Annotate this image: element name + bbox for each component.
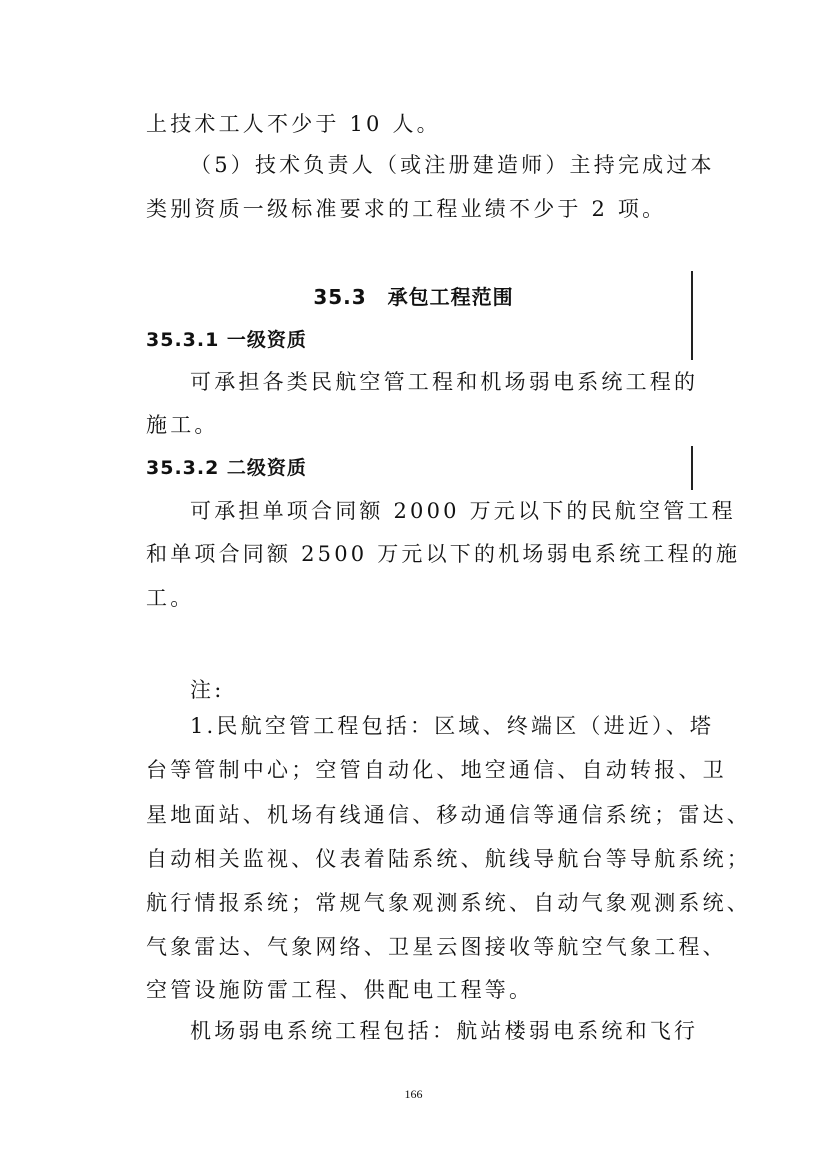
paragraph-line: 类别资质一级标准要求的工程业绩不少于 2 项。 [146, 197, 667, 221]
note-line: 空管设施防雷工程、供配电工程等。 [146, 978, 534, 1002]
subsection-heading: 35.3.2 二级资质 [146, 457, 307, 479]
paragraph-line: 和单项合同额 2500 万元以下的机场弱电系统工程的施 [146, 542, 741, 566]
paragraph-line: 可承担单项合同额 2000 万元以下的民航空管工程 [190, 499, 736, 523]
note-label: 注: [190, 678, 225, 702]
paragraph-line: 施工。 [146, 413, 219, 437]
note-line: 自动相关监视、仪表着陆系统、航线导航台等导航系统； [146, 847, 751, 871]
paragraph-line: 工。 [146, 586, 195, 610]
note-line: 机场弱电系统工程包括：航站楼弱电系统和飞行 [190, 1019, 699, 1043]
note-line: 1.民航空管工程包括：区域、终端区（进近）、塔 [190, 714, 715, 738]
paragraph-line: 可承担各类民航空管工程和机场弱电系统工程的 [190, 370, 699, 394]
note-line: 航行情报系统；常规气象观测系统、自动气象观测系统、 [146, 891, 751, 915]
note-line: 气象雷达、气象网络、卫星云图接收等航空气象工程、 [146, 935, 727, 959]
paragraph-line: 上技术工人不少于 10 人。 [146, 112, 441, 136]
margin-change-bar [691, 271, 693, 360]
margin-change-bar [691, 446, 693, 490]
note-line: 星地面站、机场有线通信、移动通信等通信系统；雷达、 [146, 803, 751, 827]
note-line: 台等管制中心；空管自动化、地空通信、自动转报、卫 [146, 758, 727, 782]
section-heading: 35.3 承包工程范围 [313, 285, 514, 309]
paragraph-line: （5）技术负责人（或注册建造师）主持完成过本 [190, 153, 715, 177]
subsection-heading: 35.3.1 一级资质 [146, 329, 307, 351]
page-number: 166 [404, 1087, 423, 1101]
